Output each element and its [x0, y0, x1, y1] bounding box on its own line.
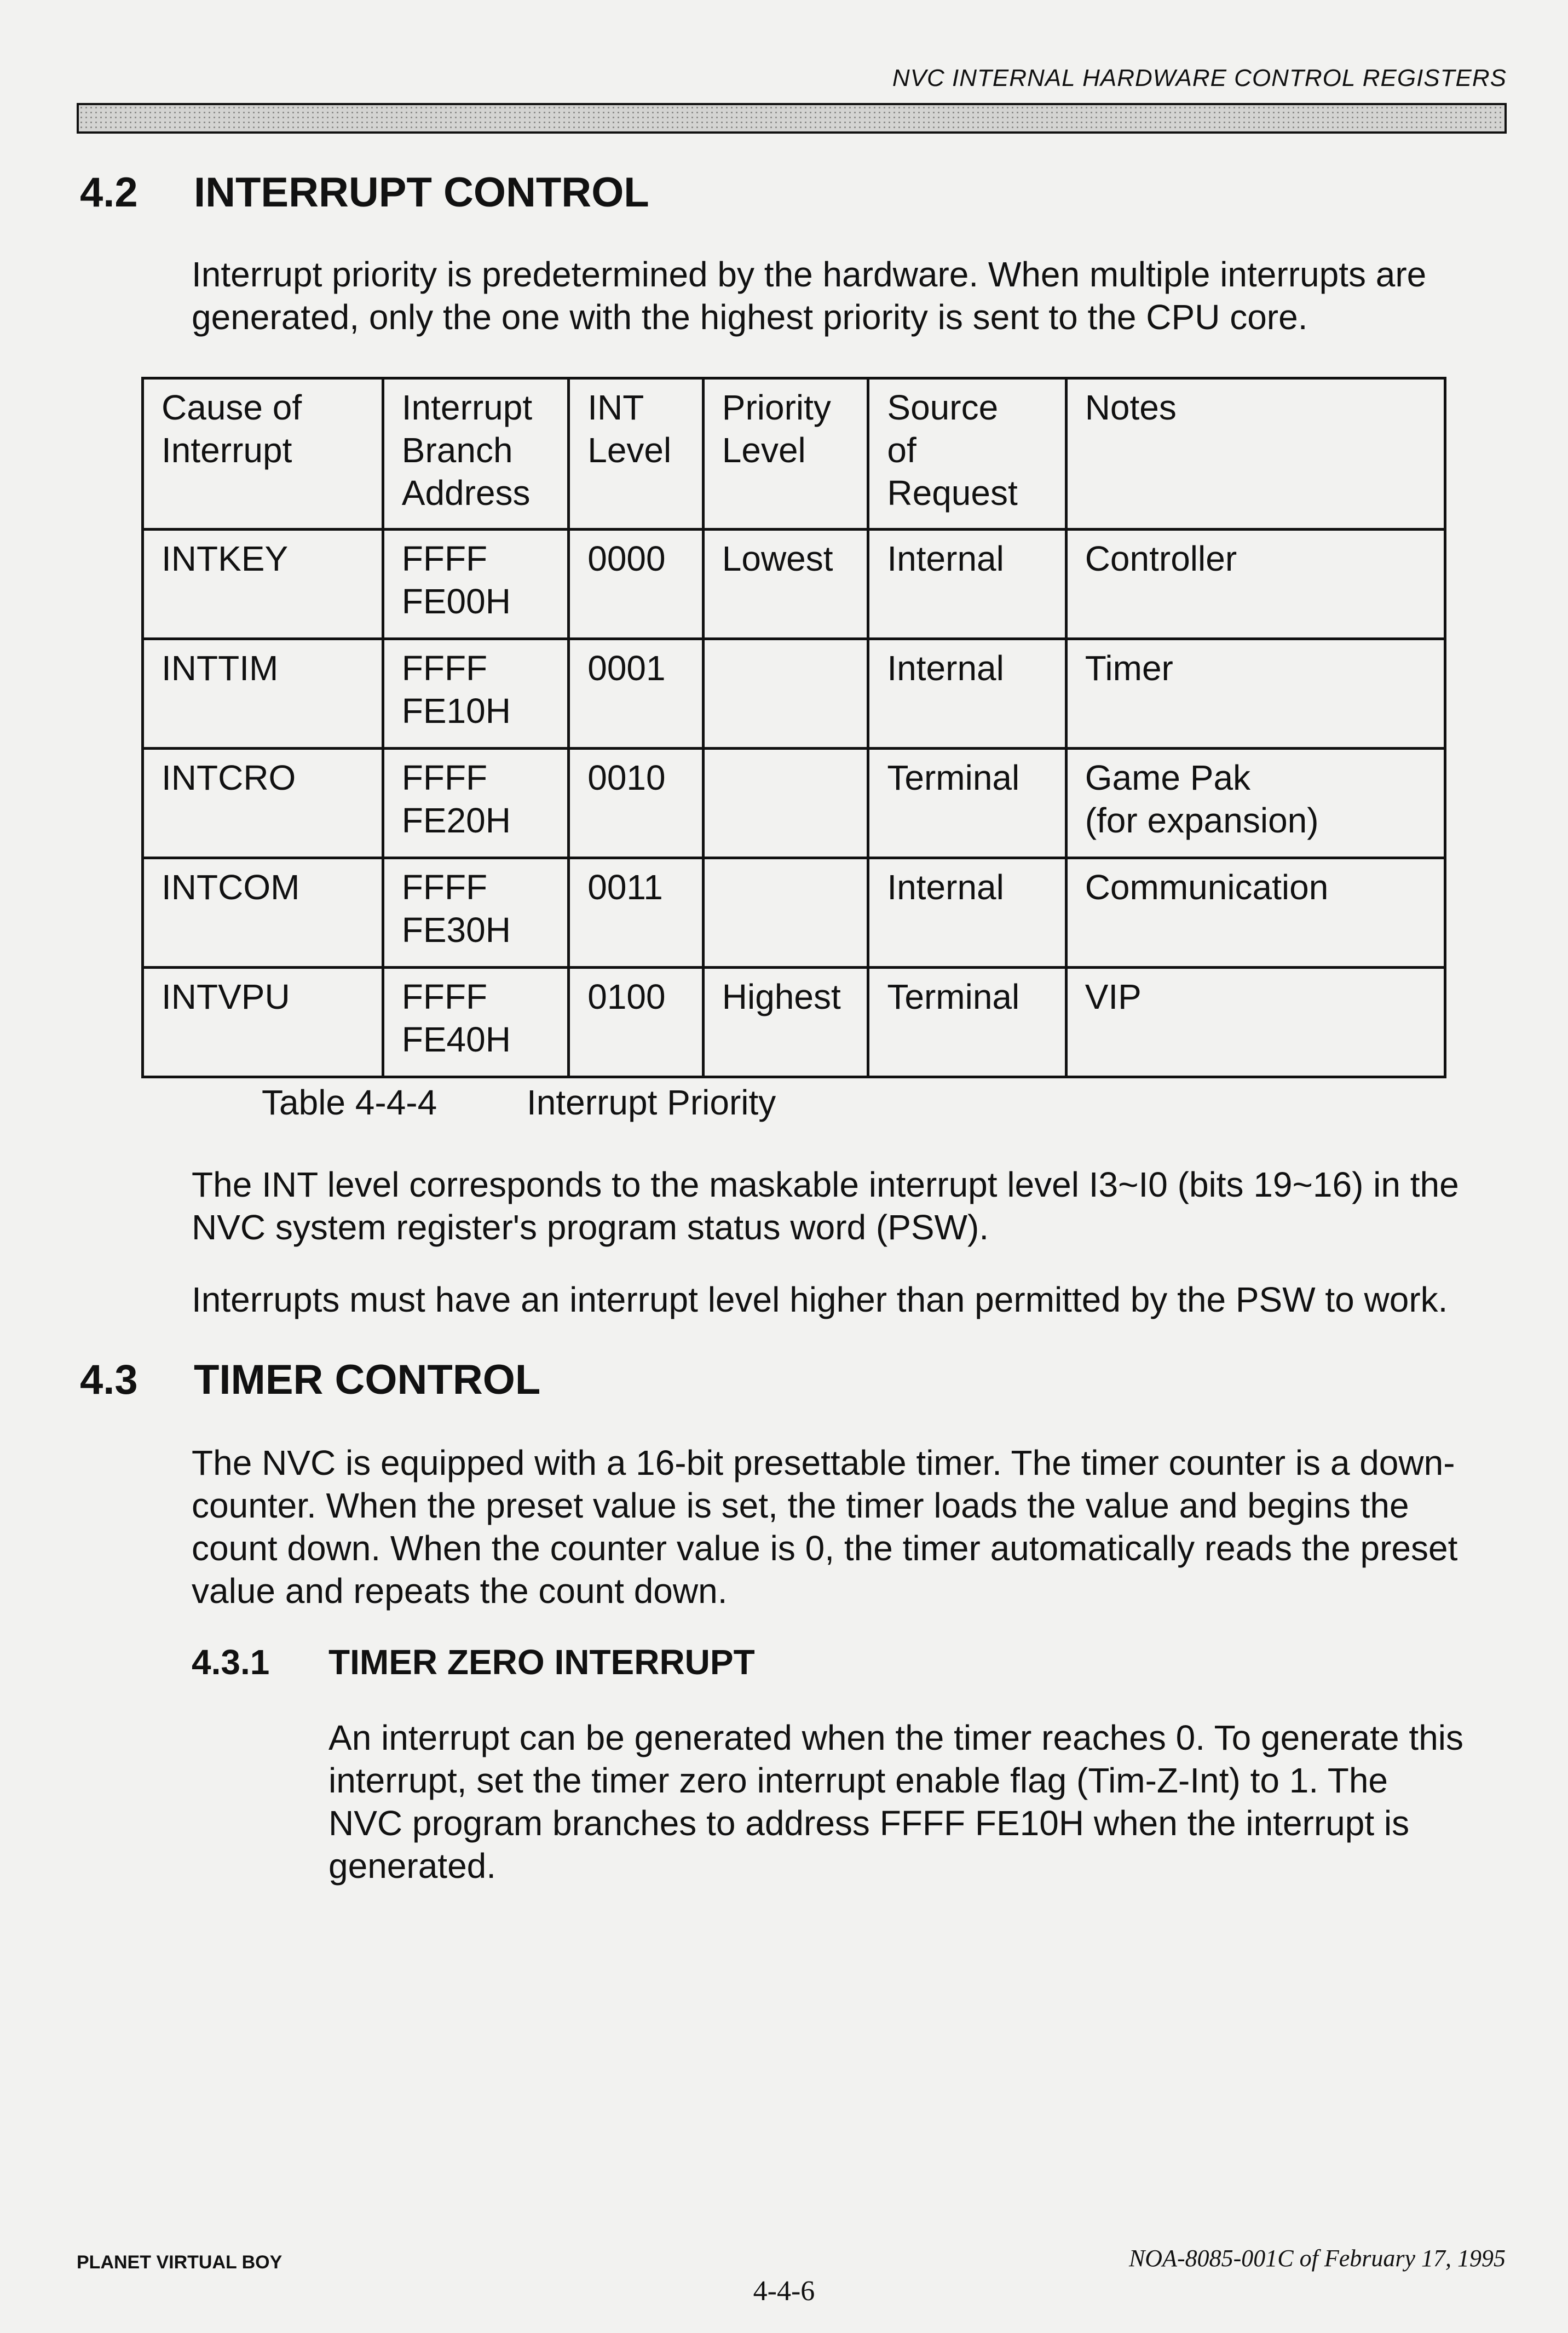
section-title: TIMER CONTROL	[194, 1357, 541, 1403]
text-line: An interrupt can be generated when the timer reaches 0. To generate this	[328, 1718, 1463, 1757]
priority-cell	[703, 749, 868, 858]
footer-publication: PLANET VIRTUAL BOY	[77, 2252, 283, 2273]
timer-zero-paragraph	[328, 1716, 1463, 1887]
priority-cell	[703, 639, 868, 749]
page-number: 4-4-6	[753, 2275, 815, 2307]
level-cell: 0010	[569, 749, 704, 858]
header-cell: Cause of Interrupt	[143, 378, 383, 530]
section-number: 4.3	[80, 1357, 138, 1403]
address-cell: FFFF FE20H	[383, 749, 568, 858]
psw-paragraph	[192, 1278, 1448, 1321]
level-cell: 0001	[569, 639, 704, 749]
address-cell: FFFF FE10H	[383, 639, 568, 749]
table-caption-number: Table 4-4-4	[262, 1083, 437, 1122]
timer-paragraph	[192, 1441, 1457, 1612]
text-line: count down. When the counter value is 0, the timer automatically reads the preset	[192, 1528, 1458, 1568]
source-cell: Internal	[868, 858, 1066, 968]
table-row	[143, 968, 1445, 1077]
header-cell: Priority Level	[703, 378, 868, 530]
address-cell: FFFF FE40H	[383, 968, 568, 1077]
text-line: NVC program branches to address FFFF FE10H when the interrupt is	[328, 1803, 1410, 1843]
table-header-row	[143, 378, 1445, 530]
table-row	[143, 530, 1445, 639]
interrupt-priority-table	[141, 377, 1446, 1078]
footer-document-id: NOA-8085-001C of February 17, 1995	[1128, 2245, 1506, 2272]
cause-cell: INTCOM	[143, 858, 383, 968]
cause-cell: INTTIM	[143, 639, 383, 749]
priority-cell: Lowest	[703, 530, 868, 639]
table-row	[143, 858, 1445, 968]
cause-cell: INTVPU	[143, 968, 383, 1077]
text-line: The INT level corresponds to the maskable interrupt level I3~I0 (bits 19~16) in the	[192, 1165, 1459, 1204]
text-line: NVC system register's program status word (PSW).	[192, 1208, 989, 1247]
section-number: 4.2	[80, 169, 138, 216]
source-cell: Internal	[868, 639, 1066, 749]
subsection-title: TIMER ZERO INTERRUPT	[328, 1642, 755, 1682]
int-level-paragraph	[192, 1163, 1459, 1249]
text-line: generated.	[328, 1846, 497, 1886]
table-row	[143, 749, 1445, 858]
running-header: NVC INTERNAL HARDWARE CONTROL REGISTERS	[892, 65, 1507, 91]
header-cell: INT Level	[569, 378, 704, 530]
text-line: value and repeats the count down.	[192, 1571, 728, 1611]
section-heading-4-2	[80, 169, 1503, 218]
notes-cell: VIP	[1066, 968, 1445, 1077]
notes-cell: Controller	[1066, 530, 1445, 639]
intro-paragraph	[192, 253, 1426, 338]
header-cell: Notes	[1066, 378, 1445, 530]
notes-cell: Game Pak (for expansion)	[1066, 749, 1445, 858]
header-cell: Interrupt Branch Address	[383, 378, 568, 530]
text-line: Interrupts must have an interrupt level higher than permitted by the PSW to work.	[192, 1280, 1448, 1319]
text-line: interrupt, set the timer zero interrupt enable flag (Tim-Z-Int) to 1. The	[328, 1761, 1388, 1800]
cause-cell: INTKEY	[143, 530, 383, 639]
priority-cell: Highest	[703, 968, 868, 1077]
address-cell: FFFF FE30H	[383, 858, 568, 968]
header-cell: Source of Request	[868, 378, 1066, 530]
text-line: counter. When the preset value is set, the timer loads the value and begins the	[192, 1486, 1409, 1525]
subsection-number: 4.3.1	[192, 1642, 270, 1682]
level-cell: 0011	[569, 858, 704, 968]
text-line: Interrupt priority is predetermined by the hardware. When multiple interrupts are	[192, 255, 1427, 294]
notes-cell: Timer	[1066, 639, 1445, 749]
section-title: INTERRUPT CONTROL	[194, 169, 649, 216]
source-cell: Terminal	[868, 749, 1066, 858]
level-cell: 0100	[569, 968, 704, 1077]
cause-cell: INTCRO	[143, 749, 383, 858]
source-cell: Terminal	[868, 968, 1066, 1077]
table-caption-title: Interrupt Priority	[527, 1083, 776, 1122]
text-line: The NVC is equipped with a 16-bit presettable timer. The timer counter is a down-	[192, 1443, 1455, 1482]
table-row	[143, 639, 1445, 749]
header-rule-bar	[77, 103, 1507, 134]
address-cell: FFFF FE00H	[383, 530, 568, 639]
source-cell: Internal	[868, 530, 1066, 639]
level-cell: 0000	[569, 530, 704, 639]
text-line: generated, only the one with the highest priority is sent to the CPU core.	[192, 297, 1308, 337]
notes-cell: Communication	[1066, 858, 1445, 968]
section-heading-4-3	[80, 1356, 1503, 1405]
priority-cell	[703, 858, 868, 968]
